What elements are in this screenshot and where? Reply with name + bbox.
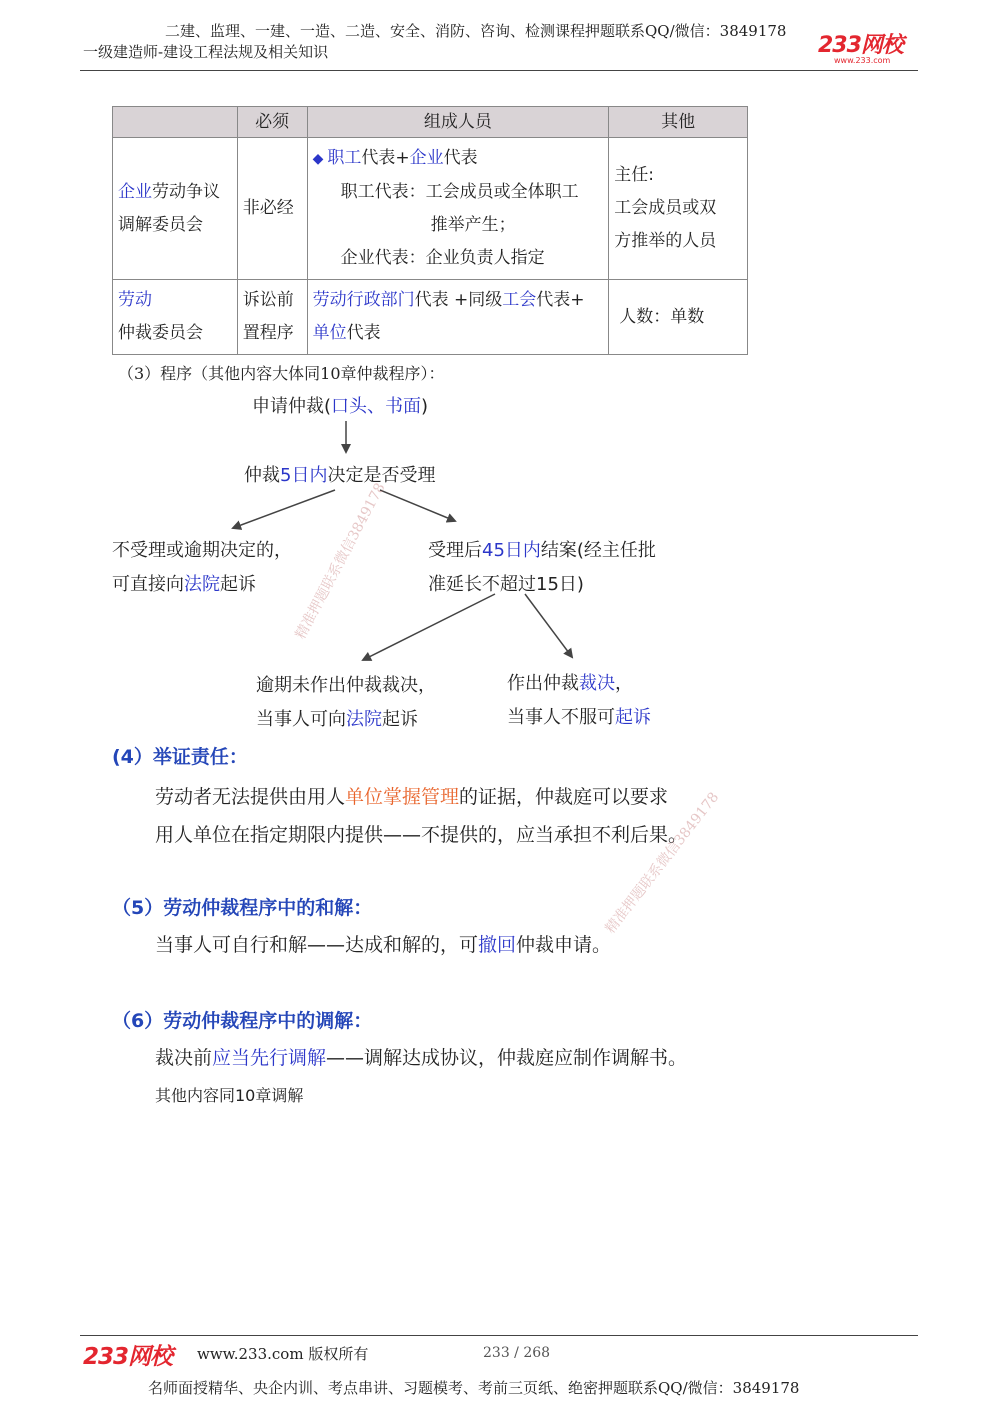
- flow-text: 5日内: [280, 465, 328, 486]
- flow-apply-arbitration: [252, 392, 428, 418]
- table-header-cell: 其他: [609, 107, 748, 138]
- flow-text: 申请仲裁(: [252, 396, 332, 417]
- cell-text: 方推举的人员: [614, 231, 717, 251]
- flow-text: ): [421, 396, 429, 417]
- arrow-decide-to-reject: [233, 490, 335, 528]
- body-text: 的证据，仲裁庭可以要求: [459, 786, 669, 808]
- flow-text: 法院: [346, 709, 382, 730]
- flow-text: 起诉: [615, 707, 651, 728]
- header-subject: 一级建造师-建设工程法规及相关知识: [83, 43, 329, 61]
- section-5-title: （5）劳动仲裁程序中的和解：: [112, 897, 373, 919]
- watermark-text: 精准押题联系微信3849178: [602, 789, 723, 937]
- body-text: 当事人可自行和解——达成和解的，可: [155, 934, 479, 956]
- section-4-title: (4）举证责任：: [112, 746, 248, 768]
- flow-text: 逾期未作出仲裁裁决，: [256, 675, 436, 696]
- flow-text: 准延长不超过15日): [428, 574, 584, 595]
- cell-text: 企业代表：企业负责人指定: [340, 248, 545, 268]
- cell-text: 调解委员会: [118, 214, 203, 235]
- table-header-cell: 组成人员: [307, 107, 609, 138]
- body-text: ——调解达成协议，仲裁庭应制作调解书。: [326, 1047, 688, 1069]
- flow-text: 裁决: [579, 673, 615, 694]
- cell-text: 代表: [346, 323, 381, 343]
- body-text: 撤回: [478, 934, 517, 956]
- cell-text: 工会成员或双: [614, 198, 717, 218]
- diamond-bullet-icon: ◆: [312, 151, 324, 167]
- body-text: 单位掌握管理: [345, 786, 460, 808]
- cell-text: 企业: [118, 181, 152, 202]
- header-contact: 二建、监理、一建、一造、二造、安全、消防、咨询、检测课程押题联系QQ/微信：3849178: [165, 22, 787, 40]
- body-text: 劳动者无法提供由用人: [155, 786, 346, 808]
- cell-text: 职工代表：工会成员或全体职工: [340, 182, 579, 202]
- cell-text: 代表+: [361, 148, 410, 168]
- section-4-body: [155, 778, 687, 854]
- flow-decide-accept: [244, 461, 435, 487]
- cell-text: 工会: [502, 290, 537, 310]
- flow-reject-branch: [112, 534, 292, 602]
- flow-text: 起诉: [382, 709, 418, 730]
- cell-text: 职工: [327, 148, 362, 168]
- cell-text: 企业: [409, 148, 444, 168]
- footer-page-number: 233 / 268: [483, 1345, 551, 1361]
- header-logo-sub: www.233.com: [834, 56, 891, 65]
- cell-text: 仲裁委员会: [118, 323, 203, 343]
- flow-text: 口头、书面: [331, 396, 422, 417]
- cell-text: 置程序: [242, 323, 294, 343]
- cell-text: 劳动争议: [152, 181, 220, 202]
- flow-accept-branch: [428, 534, 656, 602]
- flow-text: 作出仲裁: [507, 673, 579, 694]
- cell-text: 劳动行政部门: [312, 290, 415, 310]
- flow-award-branch: [507, 667, 651, 735]
- table-cell-required: 非必经: [237, 138, 307, 280]
- flow-overdue-branch: [256, 669, 436, 737]
- section-5-body: [155, 930, 611, 957]
- flow-text: ，: [615, 673, 633, 694]
- flow-text: 法院: [184, 574, 220, 595]
- flow-text: 受理后: [428, 540, 482, 561]
- procedure-title: （3）程序（其他内容大体同10章仲裁程序）：: [118, 364, 445, 383]
- cell-text: 代表 +同级: [414, 290, 503, 310]
- flow-text: 起诉: [220, 574, 256, 595]
- cell-text: 诉讼前: [242, 290, 294, 310]
- cell-text: 推举产生；: [430, 215, 516, 235]
- arrow-decide-to-accept: [380, 490, 455, 521]
- cell-text: 主任:: [614, 165, 654, 185]
- cell-text: 劳动: [118, 290, 152, 310]
- flow-text: 仲裁: [244, 465, 280, 486]
- flow-text: 可直接向: [112, 574, 184, 595]
- flow-text: 结案(经主任批: [540, 540, 656, 561]
- footer-site: www.233.com 版权所有: [197, 1345, 369, 1363]
- body-text: 用人单位在指定期限内提供——不提供的，应当承担不利后果。: [155, 824, 688, 846]
- section-6-body: [155, 1043, 687, 1070]
- flow-text: 不受理或逾期决定的，: [112, 540, 292, 561]
- flow-text: 45日内: [482, 540, 541, 561]
- body-text: 仲裁申请。: [516, 934, 612, 956]
- cell-text: 单位: [312, 323, 347, 343]
- arrow-accept-to-overdue: [363, 594, 495, 660]
- footer-divider: [80, 1335, 918, 1336]
- watermark-text: 精准押题联系微信3849178: [292, 480, 389, 642]
- flow-text: 当事人不服可: [507, 707, 615, 728]
- cell-text: 代表+: [536, 290, 585, 310]
- body-text: 应当先行调解: [212, 1047, 327, 1069]
- section-6-title: （6）劳动仲裁程序中的调解：: [112, 1010, 373, 1032]
- flow-text: 决定是否受理: [327, 465, 436, 486]
- section-6-note: 其他内容同10章调解: [155, 1086, 304, 1105]
- arrow-accept-to-award: [525, 594, 572, 657]
- body-text: 裁决前: [155, 1047, 213, 1069]
- footer-logo: 233网校: [83, 1344, 173, 1370]
- table-cell-other: 人数：单数: [609, 280, 748, 355]
- cell-text: 代表: [443, 148, 478, 168]
- header-logo-text: 233网校: [818, 33, 903, 58]
- flow-text: 当事人可向: [256, 709, 346, 730]
- footer-tagline: 名师面授精华、央企内训、考点串讲、习题模考、考前三页纸、绝密押题联系QQ/微信：3849178: [148, 1379, 800, 1397]
- table-header-cell: 必须: [237, 107, 307, 138]
